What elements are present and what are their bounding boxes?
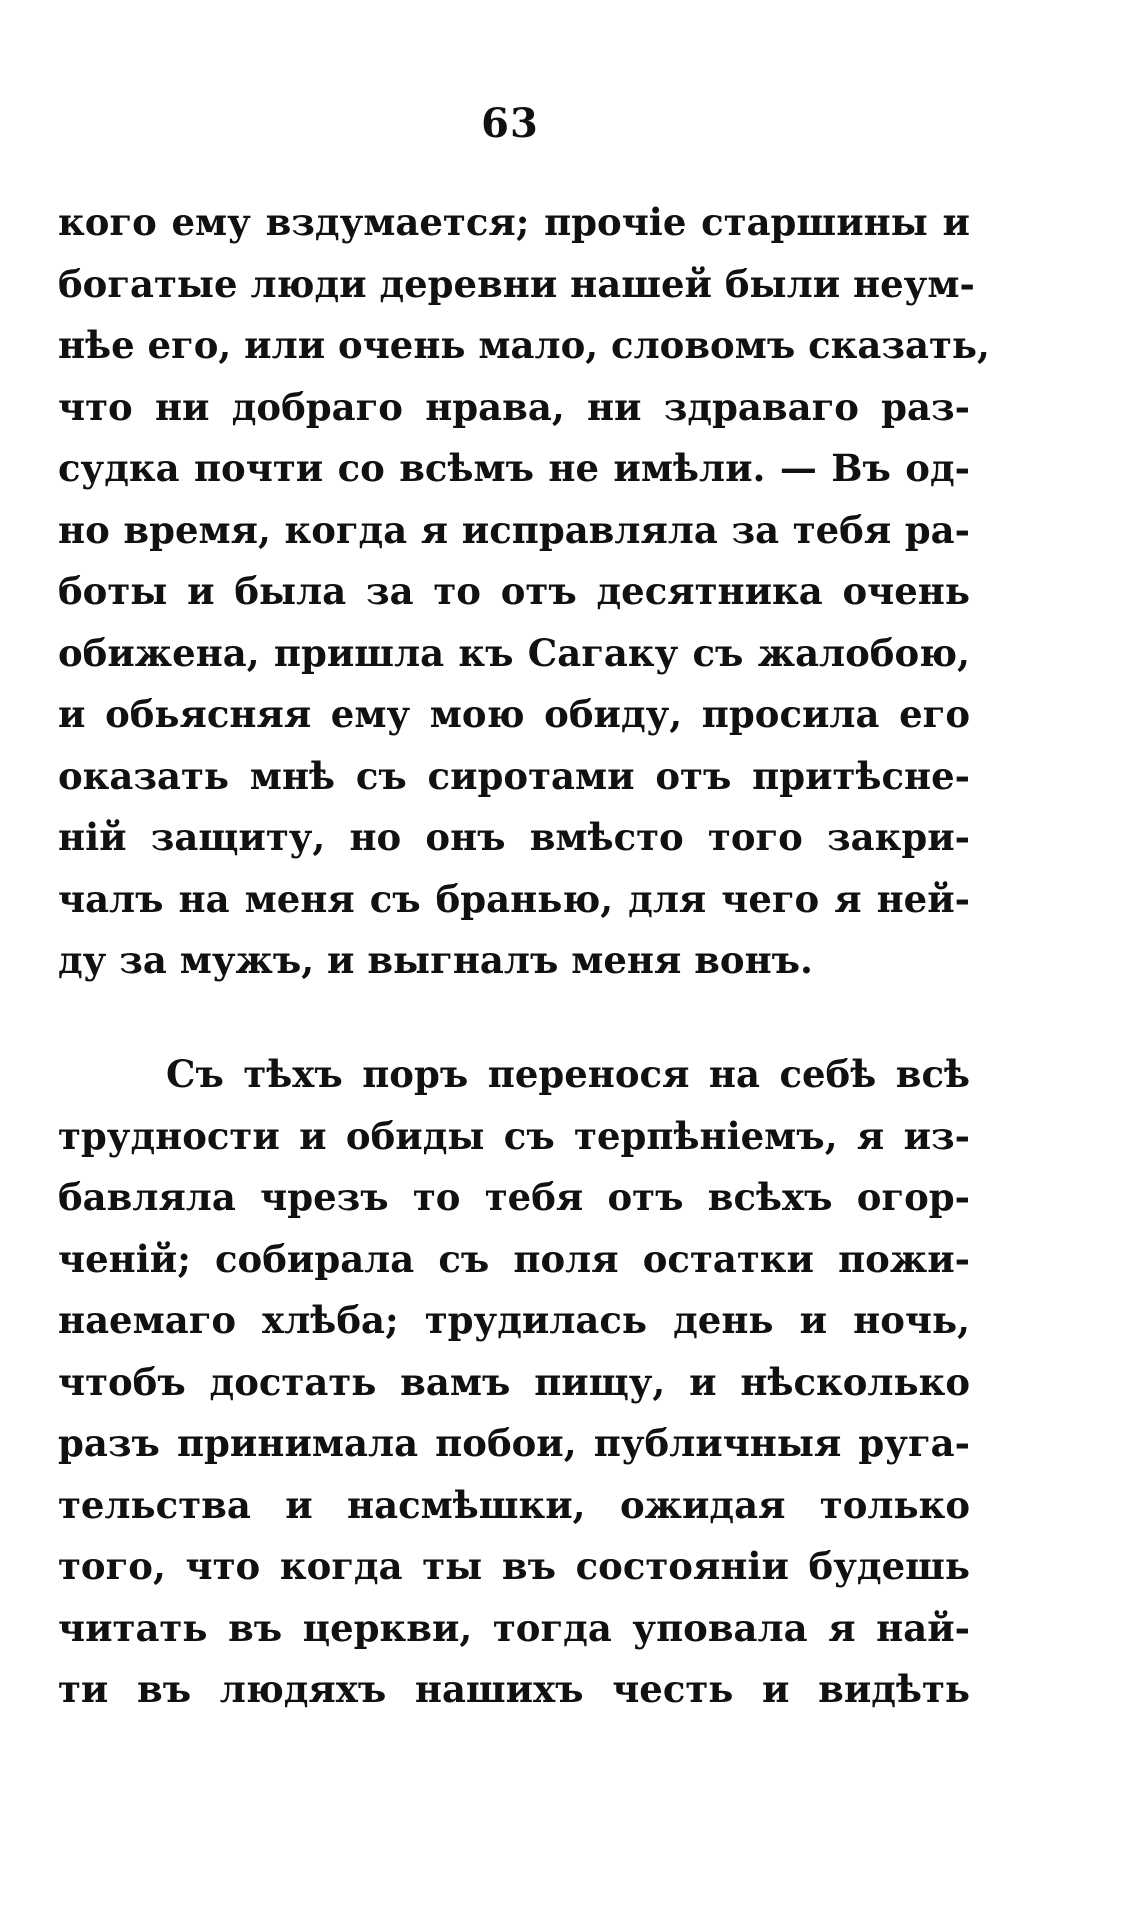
- text-line: бавляла чрезъ то тебя отъ всѣхъ огор-: [58, 1175, 970, 1219]
- paragraph-2: [58, 1044, 970, 1721]
- text-line: читать въ церкви, тогда уповала я най-: [58, 1605, 970, 1650]
- text-line: судка почти со всѣмъ не имѣли. — Въ од-: [58, 446, 970, 490]
- text-line: боты и была за то отъ десятника очень: [58, 569, 970, 613]
- text-line: кого ему вздумается; прочіе старшины и: [58, 200, 970, 244]
- text-line: чалъ на меня съ бранью, для чего я ней-: [58, 876, 970, 921]
- text-line: трудности и обиды съ терпѣніемъ, я из-: [58, 1113, 970, 1158]
- text-line: ній защиту, но онъ вмѣсто того закри-: [58, 815, 970, 859]
- text-line: нѣе его, или очень мало, словомъ сказать,: [58, 323, 990, 367]
- text-line: обижена, пришла къ Сагаку съ жалобою,: [58, 630, 970, 675]
- text-line: чтобъ достать вамъ пищу, и нѣсколько: [58, 1359, 970, 1404]
- page-number: 63: [481, 100, 539, 147]
- text-line: ти въ людяхъ нашихъ честь и видѣть: [58, 1667, 970, 1711]
- text-line: разъ принимала побои, публичныя руга-: [58, 1421, 970, 1465]
- text-line: Съ тѣхъ поръ перенося на себѣ всѣ: [166, 1052, 970, 1096]
- paragraph-1: [58, 192, 990, 992]
- text-line: но время, когда я исправляла за тебя ра-: [58, 507, 970, 552]
- text-line: богатые люди деревни нашей были неум-: [58, 261, 975, 306]
- text-line: тельства и насмѣшки, ожидая только: [58, 1482, 970, 1527]
- text-line: оказать мнѣ съ сиротами отъ притѣсне-: [58, 753, 970, 798]
- text-line: ду за мужъ, и выгналъ меня вонъ.: [58, 938, 813, 982]
- text-line: наемаго хлѣба; трудилась день и ночь,: [58, 1298, 970, 1342]
- text-line: что ни добраго нрава, ни здраваго раз-: [58, 384, 970, 429]
- text-line: того, что когда ты въ состояніи будешь: [58, 1544, 970, 1588]
- text-line: ченій; собирала съ поля остатки пожи-: [58, 1236, 970, 1281]
- text-line: и обьясняя ему мою обиду, просила его: [58, 692, 970, 736]
